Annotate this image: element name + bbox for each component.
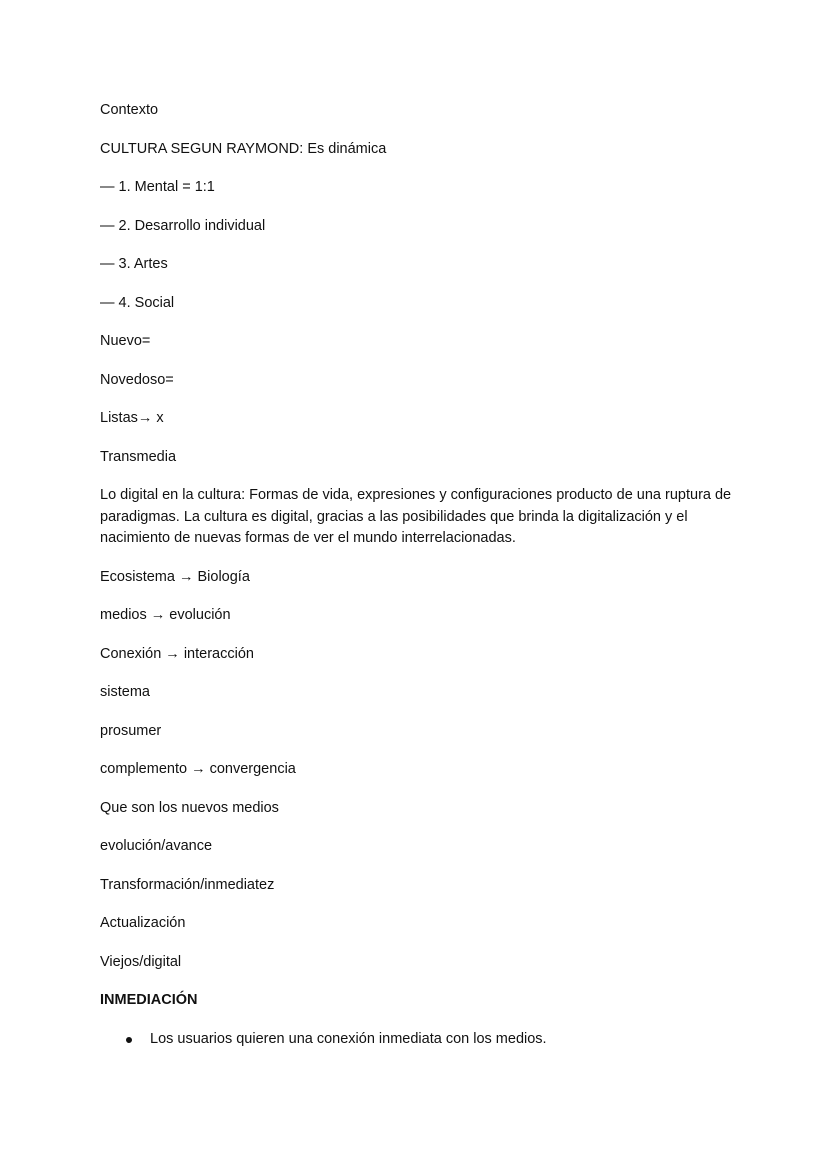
line-cultura-raymond: CULTURA SEGUN RAYMOND: Es dinámica — [100, 140, 387, 157]
line-novedoso: Novedoso= — [100, 371, 174, 388]
line-mental: — 1. Mental = 1:1 — [100, 179, 215, 195]
line-transformacion: Transformación/inmediatez — [100, 876, 275, 893]
line-ecosistema: Ecosistema → Biología — [100, 568, 250, 585]
line-complemento: complemento → convergencia — [100, 761, 296, 777]
heading-inmediacion: INMEDIACIÓN — [100, 992, 198, 1008]
line-listas: Listas→ x — [100, 410, 164, 426]
line-nuevo: Nuevo= — [100, 333, 151, 349]
bullet-list — [100, 1029, 740, 1051]
line-transmedia: Transmedia — [100, 448, 177, 465]
line-sistema: sistema — [100, 684, 150, 700]
document-page — [100, 100, 740, 1050]
line-artes: — 3. Artes — [100, 256, 168, 272]
list-item — [100, 1029, 740, 1051]
line-nuevos-medios: Que son los nuevos medios — [100, 799, 279, 816]
line-medios: medios → evolución — [100, 607, 231, 623]
line-desarrollo-individual: — 2. Desarrollo individual — [100, 217, 266, 234]
bullet-icon — [126, 1037, 132, 1043]
line-prosumer: prosumer — [100, 722, 162, 739]
bullet-text: Los usuarios quieren una conexión inmediata con los medios. — [150, 1030, 547, 1047]
paragraph-lo-digital: Lo digital en la cultura: Formas de vida, expresiones y configuraciones producto de una ruptura de paradigmas. La cultura es digital, gracias a las posibilidades que brinda la digitalización y el nacimiento de nuevas formas de ver el mundo interrelacionadas. — [100, 487, 736, 546]
line-social: — 4. Social — [100, 294, 175, 311]
line-evolucion-avance: evolución/avance — [100, 838, 213, 854]
line-viejos-digital: Viejos/digital — [100, 953, 182, 970]
line-actualizacion: Actualización — [100, 915, 186, 931]
line-contexto: Contexto — [100, 102, 159, 118]
line-conexion: Conexión → interacción — [100, 645, 254, 662]
